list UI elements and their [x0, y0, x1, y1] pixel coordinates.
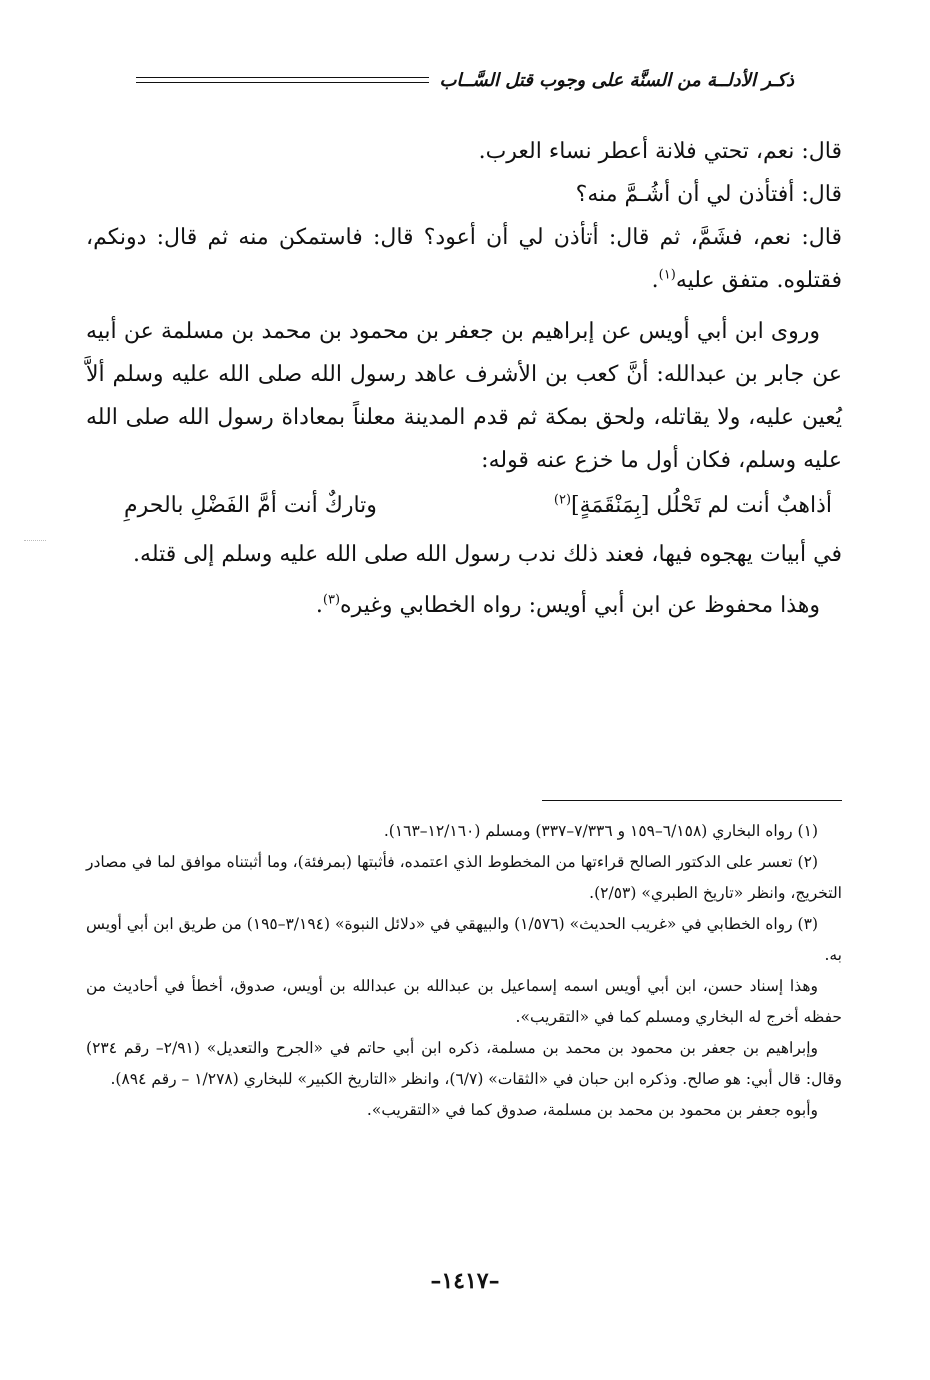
main-text — [86, 130, 842, 627]
footnote-ref: (١) — [658, 267, 676, 283]
footnote: (٣) رواه الخطابي في «غريب الحديث» (١/٥٧٦) والبيهقي في «دلائل النبوة» (٣/١٩٤–١٩٥) من طريق ابن أبي أويس به. — [86, 915, 842, 964]
margin-mark — [24, 540, 46, 541]
verse-first-hemistich: أذاهبٌ أنت لم تَحْلُل [بِمَنْقَمَةٍ]$^{(٢)}$ — [553, 492, 832, 518]
body-paragraph: وهذا محفوظ عن ابن أبي أويس: رواه الخطابي وغيره$^{(٣)}$. — [315, 592, 820, 618]
header-double-rule — [136, 77, 429, 83]
running-header — [136, 68, 794, 92]
footnote-separator — [542, 800, 842, 801]
footnote-ref: (٢) — [553, 492, 572, 508]
footnote: (١) رواه البخاري (٦/١٥٨–١٥٩ و ٧/٣٣٦–٣٣٧) ومسلم (١٢/١٦٠–١٦٣). — [383, 822, 818, 840]
body-paragraph: وروى ابن أبي أويس عن إبراهيم بن جعفر بن محمود بن محمد بن مسلمة عن أبيه عن جابر بن عبدالله: أنَّ كعب بن الأشرف عاهد رسول الله صلى الله عليه وسلم ألاَّ يُعين عليه، ولا يقاتله، ولحق بمكة ثم قدم المدينة معلناً بمعاداة رسول الله صلى الله عليه وسلم، فكان أول ما خزع عنه قوله: — [86, 319, 842, 473]
footnote-continuation: وإبراهيم بن جعفر بن محمود بن محمد بن مسلمة، ذكره ابن أبي حاتم في «الجرح والتعديل» (٢/٩١– رقم ٢٣٤) وقال: قال أبي: هو صالح. وذكره ابن حبان في «الثقات» (٦/٧)، وانظر «التاريخ الكبير» للبخاري (١/٢٧٨ – رقم ٨٩٤). — [86, 1039, 842, 1088]
page-number: –١٤١٧– — [430, 1268, 500, 1294]
body-paragraph: قال: نعم، فشَمَّ، ثم قال: أتأذن لي أن أعود؟ قال: فاستمكن منه ثم قال: دونكم، فقتلوه. متفق عليه$^{(١)}$. — [86, 225, 842, 293]
verse-second-hemistich: وتاركٌ أنت أمَّ الفَضْلِ بالحرمِ — [124, 493, 377, 518]
body-paragraph: في أبيات يهجوه فيها، فعند ذلك ندب رسول الله صلى الله عليه وسلم إلى قتله. — [133, 542, 842, 567]
footnotes — [86, 816, 842, 1126]
footnote: (٢) تعسر على الدكتور الصالح قراءتها من المخطوط الذي اعتمده، فأثبتها (بمرفئة)، وما أثبتناه موافق لما في مصادر التخريج، وانظر «تاريخ الطبري» (٢/٥٣). — [86, 853, 842, 902]
footnote-ref: (٣) — [322, 592, 341, 608]
body-paragraph: قال: أفتأذن لي أن أشُـمَّ منه؟ — [575, 182, 842, 207]
footnote-continuation: وهذا إسناد حسن، ابن أبي أويس اسمه إسماعيل بن عبدالله بن عبدالله بن أويس، صدوق، أخطأ في أحاديث من حفظه أخرج له البخاري ومسلم كما في «التقريب». — [86, 977, 842, 1026]
poetry-verse — [86, 482, 842, 533]
running-header-title: ذكـر الأدلــة من السنَّة على وجوب قتل السَّــاب — [439, 69, 794, 91]
footnote-continuation: وأبوه جعفر بن محمود بن محمد بن مسلمة، صدوق كما في «التقريب». — [366, 1101, 818, 1119]
body-paragraph: قال: نعم، تحتي فلانة أعطر نساء العرب. — [478, 139, 842, 164]
